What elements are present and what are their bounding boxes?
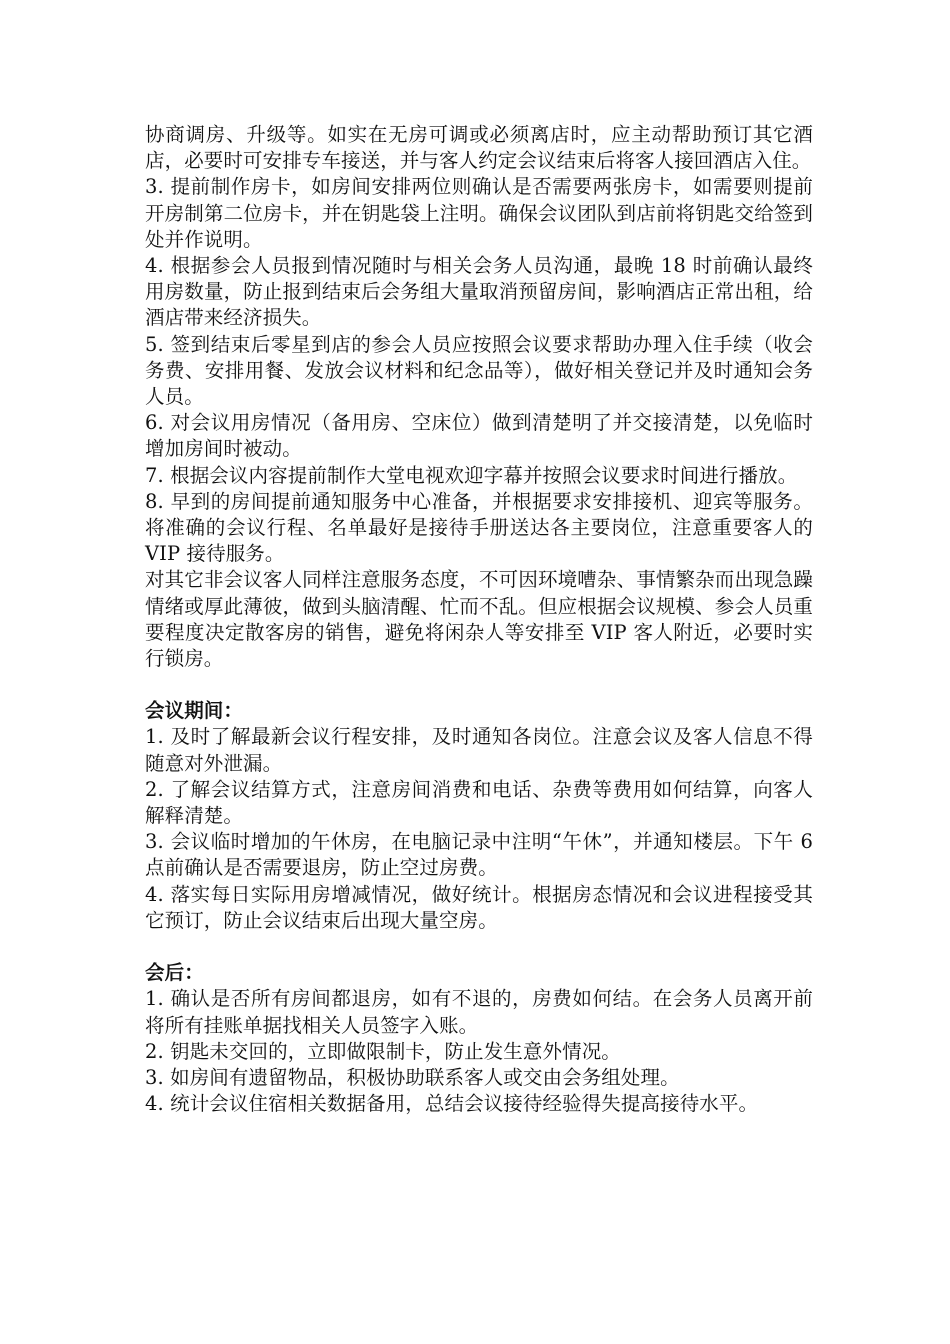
paragraph-note: 对其它非会议客人同样注意服务态度，不可因环境嘈杂、事情繁杂而出现急躁情绪或厚此薄彼，做到头脑清醒、忙而不乱。但应根据会议规模、参会人员重要程度决定散客房的销售，避免将闲杂人等安排至 VIP 客人附近，必要时实行锁房。	[145, 568, 813, 671]
list-item: 4. 落实每日实际用房增减情况，做好统计。根据房态情况和会议进程接受其它预订，防止会议结束后出现大量空房。	[145, 882, 813, 932]
list-item: 4. 统计会议住宿相关数据备用，总结会议接待经验得失提高接待水平。	[145, 1092, 759, 1116]
list-item: 2. 钥匙未交回的，立即做限制卡，防止发生意外情况。	[145, 1039, 621, 1063]
section-heading-during-meeting: 会议期间：	[145, 699, 244, 723]
document-page	[145, 122, 813, 1117]
list-item: 4. 根据参会人员报到情况随时与相关会务人员沟通，最晚 18 时前确认最终用房数量，防止报到结束后会务组大量取消预留房间，影响酒店正常出租，给酒店带来经济损失。	[145, 254, 813, 330]
list-item: 6. 对会议用房情况（备用房、空床位）做到清楚明了并交接清楚，以免临时增加房间时被动。	[145, 411, 813, 461]
section-spacer	[145, 934, 813, 960]
list-item: 8. 早到的房间提前通知服务中心准备，并根据要求安排接机、迎宾等服务。将准确的会议行程、名单最好是接待手册送达各主要岗位，注意重要客人的 VIP 接待服务。	[145, 489, 813, 566]
list-item: 2. 了解会议结算方式，注意房间消费和电话、杂费等费用如何结算，向客人解释清楚。	[145, 777, 813, 828]
section-spacer	[145, 672, 813, 698]
paragraph-continuation: 协商调房、升级等。如实在无房可调或必须离店时，应主动帮助预订其它酒店，必要时可安排专车接送，并与客人约定会议结束后将客人接回酒店入住。	[145, 123, 813, 173]
list-item: 1. 及时了解最新会议行程安排，及时通知各岗位。注意会议及客人信息不得随意对外泄漏。	[145, 725, 813, 775]
list-item: 3. 会议临时增加的午休房，在电脑记录中注明“午休”，并通知楼层。下午 6 点前确认是否需要退房，防止空过房费。	[145, 830, 813, 880]
list-item: 7. 根据会议内容提前制作大堂电视欢迎字幕并按照会议要求时间进行播放。	[145, 463, 798, 487]
section-heading-after-meeting: 会后：	[145, 961, 204, 985]
list-item: 3. 如房间有遗留物品，积极协助联系客人或交由会务组处理。	[145, 1065, 680, 1089]
list-item: 1. 确认是否所有房间都退房，如有不退的，房费如何结。在会务人员离开前将所有挂账单据找相关人员签字入账。	[145, 987, 813, 1037]
list-item: 5. 签到结束后零星到店的参会人员应按照会议要求帮助办理入住手续（收会务费、安排用餐、发放会议材料和纪念品等），做好相关登记并及时通知会务人员。	[145, 332, 813, 409]
list-item: 3. 提前制作房卡，如房间安排两位则确认是否需要两张房卡，如需要则提前开房制第二位房卡，并在钥匙袋上注明。确保会议团队到店前将钥匙交给签到处并作说明。	[145, 175, 813, 251]
